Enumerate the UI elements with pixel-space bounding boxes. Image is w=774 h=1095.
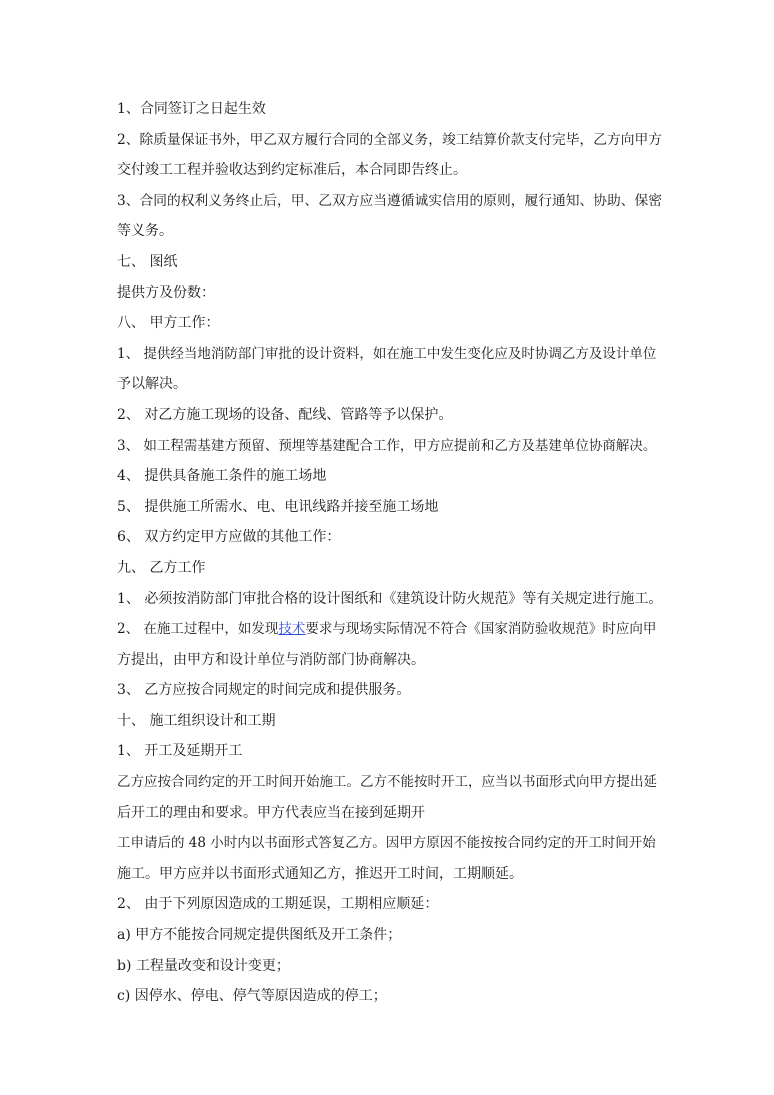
- text-line: a) 甲方不能按合同规定提供图纸及开工条件；: [117, 927, 402, 944]
- section-heading: 九、 乙方工作: [117, 559, 206, 576]
- section-heading: 七、 图纸: [117, 253, 178, 270]
- text-segment: 2、 在施工过程中，如发现: [117, 621, 279, 638]
- text-line: 等义务。: [117, 223, 173, 240]
- text-line: 3、合同的权利义务终止后，甲、乙双方应当遵循诚实信用的原则，履行通知、协助、保密: [117, 192, 663, 209]
- text-line: 交付竣工工程并验收达到约定标准后，本合同即告终止。: [117, 162, 467, 179]
- text-line: 后开工的理由和要求。甲方代表应当在接到延期开: [117, 804, 425, 821]
- text-line: 5、 提供施工所需水、电、电讯线路并接至施工场地: [117, 498, 439, 515]
- text-line: 乙方应按合同约定的开工时间开始施工。乙方不能按时开工，应当以书面形式向甲方提出延: [117, 774, 657, 791]
- text-line: 予以解决。: [117, 376, 187, 393]
- text-line: 4、 提供具备施工条件的施工场地: [117, 468, 327, 485]
- text-line: 1、 必须按消防部门审批合格的设计图纸和《建筑设计防火规范》等有关规定进行施工。: [117, 590, 663, 607]
- text-line: c) 因停水、停电、停气等原因造成的停工；: [117, 988, 387, 1005]
- text-line: 2、 由于下列原因造成的工期延误，工期相应顺延：: [117, 896, 439, 913]
- section-heading: 十、 施工组织设计和工期: [117, 712, 276, 729]
- text-line: 工申请后的 48 小时内以书面形式答复乙方。因甲方原因不能按按合同约定的开工时间开始: [117, 835, 656, 852]
- text-line: 方提出，由甲方和设计单位与消防部门协商解决。: [117, 651, 425, 668]
- text-line: 2、 对乙方施工现场的设备、配线、管路等予以保护。: [117, 406, 453, 423]
- document-body: [117, 94, 662, 1012]
- text-line: 1、合同签订之日起生效: [117, 101, 266, 117]
- text-line: 2、除质量保证书外，甲乙双方履行合同的全部义务，竣工结算价款支付完毕，乙方向甲方: [117, 131, 663, 148]
- text-line: 1、 提供经当地消防部门审批的设计资料，如在施工中发生变化应及时协调乙方及设计单位: [117, 345, 657, 362]
- text-line: 3、 如工程需基建方预留、预埋等基建配合工作，甲方应提前和乙方及基建单位协商解决。: [117, 437, 657, 454]
- text-line: 提供方及份数：: [117, 284, 215, 301]
- text-segment: 要求与现场实际情况不符合《国家消防验收规范》时应向甲: [305, 621, 657, 638]
- technology-link[interactable]: 技术: [278, 621, 306, 638]
- text-line: 6、 双方约定甲方应做的其他工作：: [117, 529, 341, 546]
- section-heading: 八、 甲方工作：: [117, 315, 220, 332]
- text-line: 施工。甲方应并以书面形式通知乙方，推迟开工时间，工期顺延。: [117, 865, 523, 882]
- text-line-with-link: [117, 614, 662, 645]
- text-line: b) 工程量改变和设计变更；: [117, 957, 290, 974]
- text-line: 1、 开工及延期开工: [117, 743, 243, 760]
- text-line: 3、 乙方应按合同规定的时间完成和提供服务。: [117, 682, 411, 699]
